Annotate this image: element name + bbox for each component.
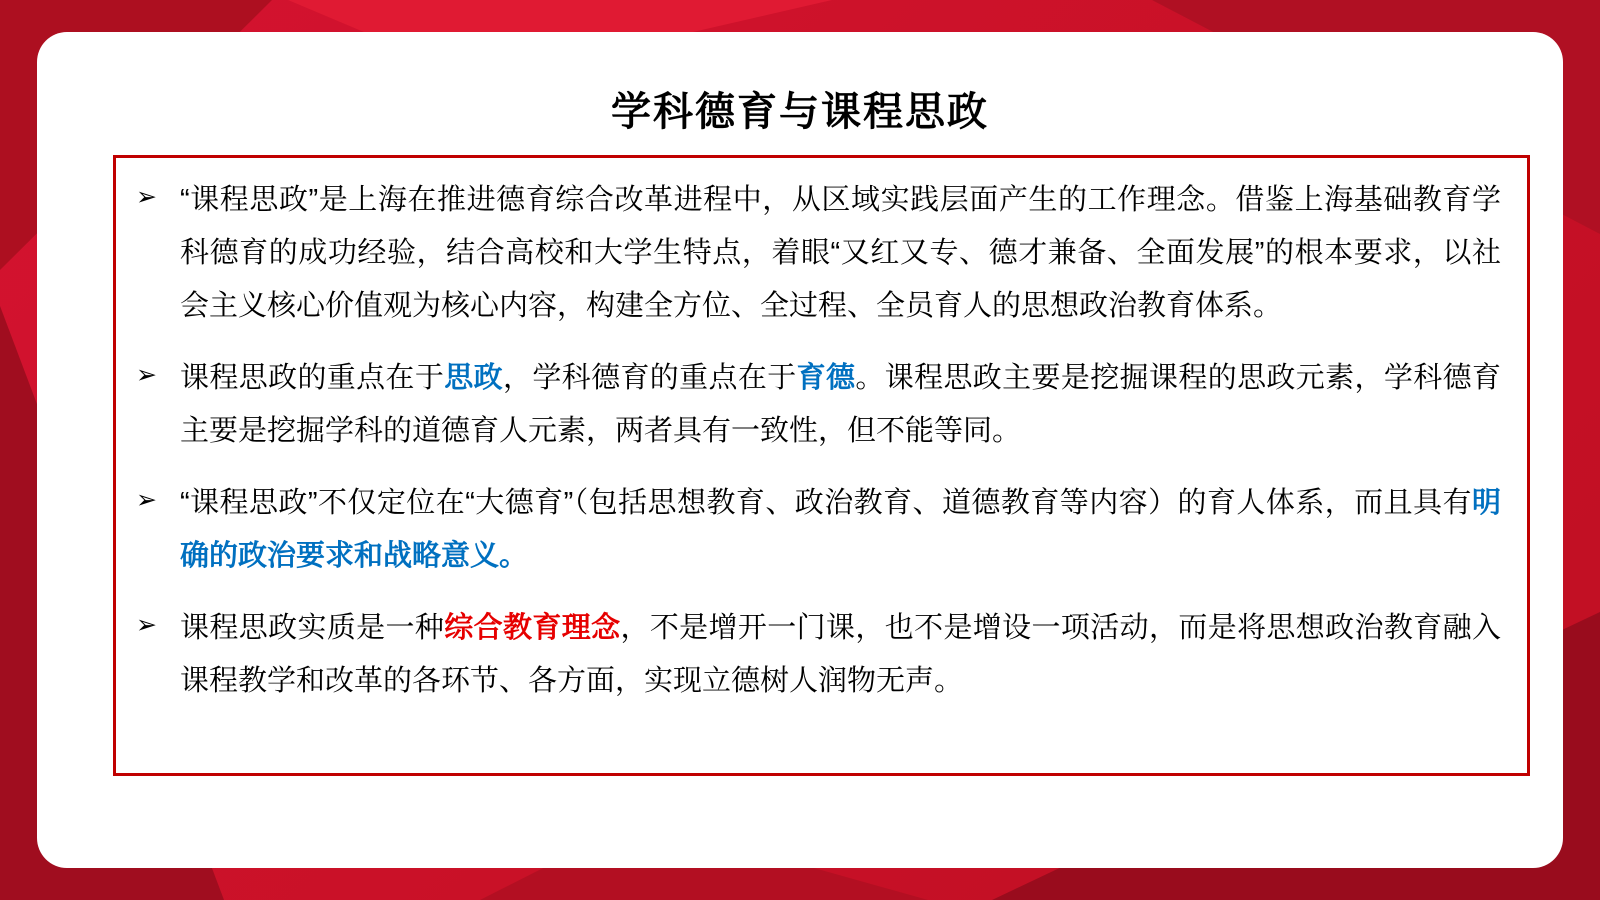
bullet-text xyxy=(180,352,1501,458)
bullet-text xyxy=(180,174,1501,333)
arrow-bullet-icon: ➢ xyxy=(136,183,157,211)
highlight-segment: 综合教育理念 xyxy=(444,612,621,644)
slide-title: 学科德育与课程思政 xyxy=(611,90,989,134)
highlight-segment: 明确的政治要求和战略意义。 xyxy=(180,487,1501,572)
arrow-bullet-icon: ➢ xyxy=(136,361,157,389)
bullet-text xyxy=(180,477,1501,583)
content-box xyxy=(113,155,1530,776)
text-segment: ，学科德育的重点在于 xyxy=(503,362,797,394)
text-segment: 课程思政实质是一种 xyxy=(180,612,445,644)
bullet-list xyxy=(132,174,1501,708)
bullet-item xyxy=(132,477,1501,583)
text-segment: “课程思政”是上海在推进德育综合改革进程中，从区域实践层面产生的工作理念。借鉴上海基础教育学科德育的成功经验，结合高校和大学生特点，着眼“又红又专、德才兼备、全面发展”的根本要求，以社会主义核心价值观为核心内容，构建全方位、全过程、全员育人的思想政治教育体系。 xyxy=(180,184,1501,322)
bullet-item xyxy=(132,602,1501,708)
bullet-item xyxy=(132,352,1501,458)
text-segment: 。课程思政主要是挖掘课程的思政元素，学科德育主要是挖掘学科的道德育人元素，两者具有一致性，但不能等同。 xyxy=(180,362,1501,447)
arrow-bullet-icon: ➢ xyxy=(136,486,157,514)
slide-card xyxy=(37,32,1563,868)
highlight-segment: 育德 xyxy=(796,362,856,394)
text-segment: 课程思政的重点在于 xyxy=(180,362,445,394)
text-segment: “课程思政”不仅定位在“大德育”（包括思想教育、政治教育、道德教育等内容）的育人体系，而且具有 xyxy=(180,487,1472,519)
highlight-segment: 思政 xyxy=(444,362,503,394)
bullet-item xyxy=(132,174,1501,333)
bullet-text xyxy=(180,602,1501,708)
arrow-bullet-icon: ➢ xyxy=(136,611,157,639)
text-segment: ，不是增开一门课，也不是增设一项活动，而是将思想政治教育融入课程教学和改革的各环节、各方面，实现立德树人润物无声。 xyxy=(180,612,1501,697)
